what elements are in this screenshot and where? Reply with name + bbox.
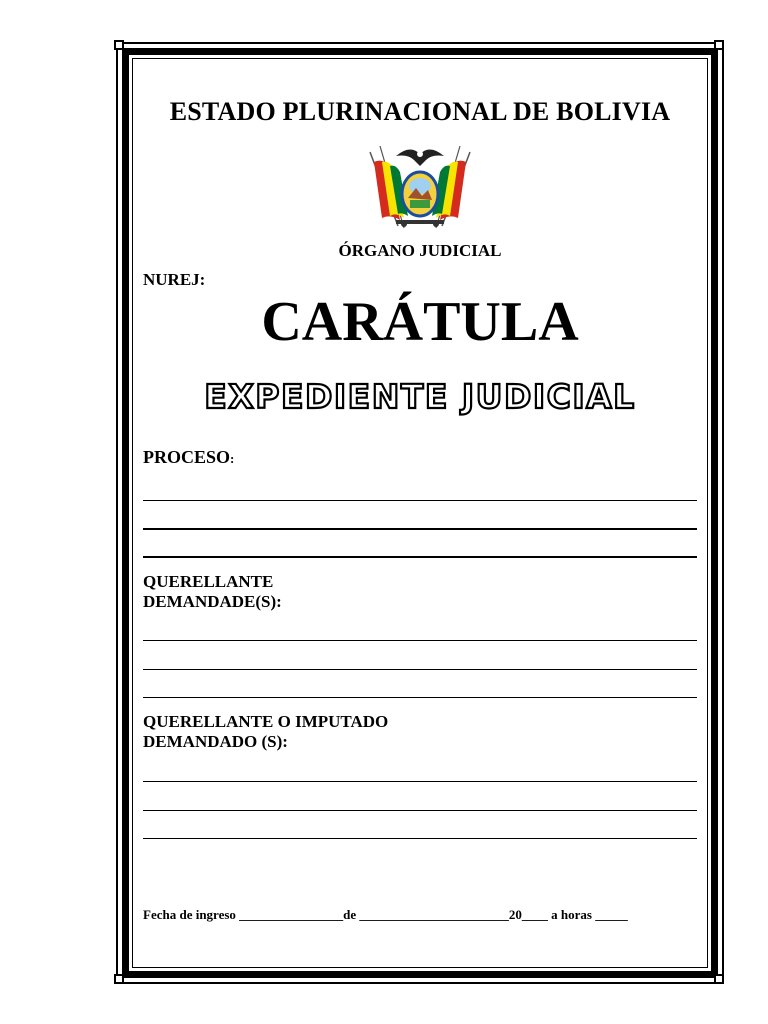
demandantes-line-3[interactable] — [143, 697, 697, 698]
organ-title: ÓRGANO JUDICIAL — [338, 241, 502, 260]
querellante-demandantes-label — [143, 572, 282, 612]
proceso-label — [143, 447, 234, 469]
main-title: CARÁTULA — [261, 291, 579, 353]
proceso-label-text: PROCESO — [143, 447, 231, 467]
subtitle-outlined — [196, 372, 644, 420]
subtitle-text: EXPEDIENTE JUDICIAL — [204, 377, 636, 416]
demandados-line-3[interactable] — [143, 838, 697, 839]
querellante-label: QUERELLANTE — [143, 572, 274, 591]
demandados-line-2[interactable] — [143, 810, 697, 811]
proceso-line-3[interactable] — [143, 556, 697, 558]
nurej-label: NUREJ: — [143, 270, 206, 289]
state-title: ESTADO PLURINACIONAL DE BOLIVIA — [169, 97, 671, 126]
bolivia-coat-of-arms-icon — [360, 140, 480, 232]
proceso-line-2[interactable] — [143, 528, 697, 530]
demandados-line-1[interactable] — [143, 781, 697, 782]
proceso-line-1[interactable] — [143, 500, 697, 501]
demandantes-line-2[interactable] — [143, 669, 697, 670]
querellante-imputado-label: QUERELLANTE O IMPUTADO — [143, 712, 389, 731]
demandantes-label: DEMANDADE(S): — [143, 592, 282, 611]
fecha-ingreso-line[interactable]: Fecha de ingreso ________________de _______________________20____ a horas _____ — [143, 907, 628, 922]
imputado-demandados-label — [143, 712, 388, 752]
demandantes-line-1[interactable] — [143, 640, 697, 641]
border-corner-top-right — [714, 40, 724, 50]
proceso-colon: : — [230, 451, 235, 466]
border-corner-bottom-right — [714, 974, 724, 984]
demandados-label: DEMANDADO (S): — [143, 732, 288, 751]
border-corner-top-left — [114, 40, 124, 50]
border-corner-bottom-left — [114, 974, 124, 984]
